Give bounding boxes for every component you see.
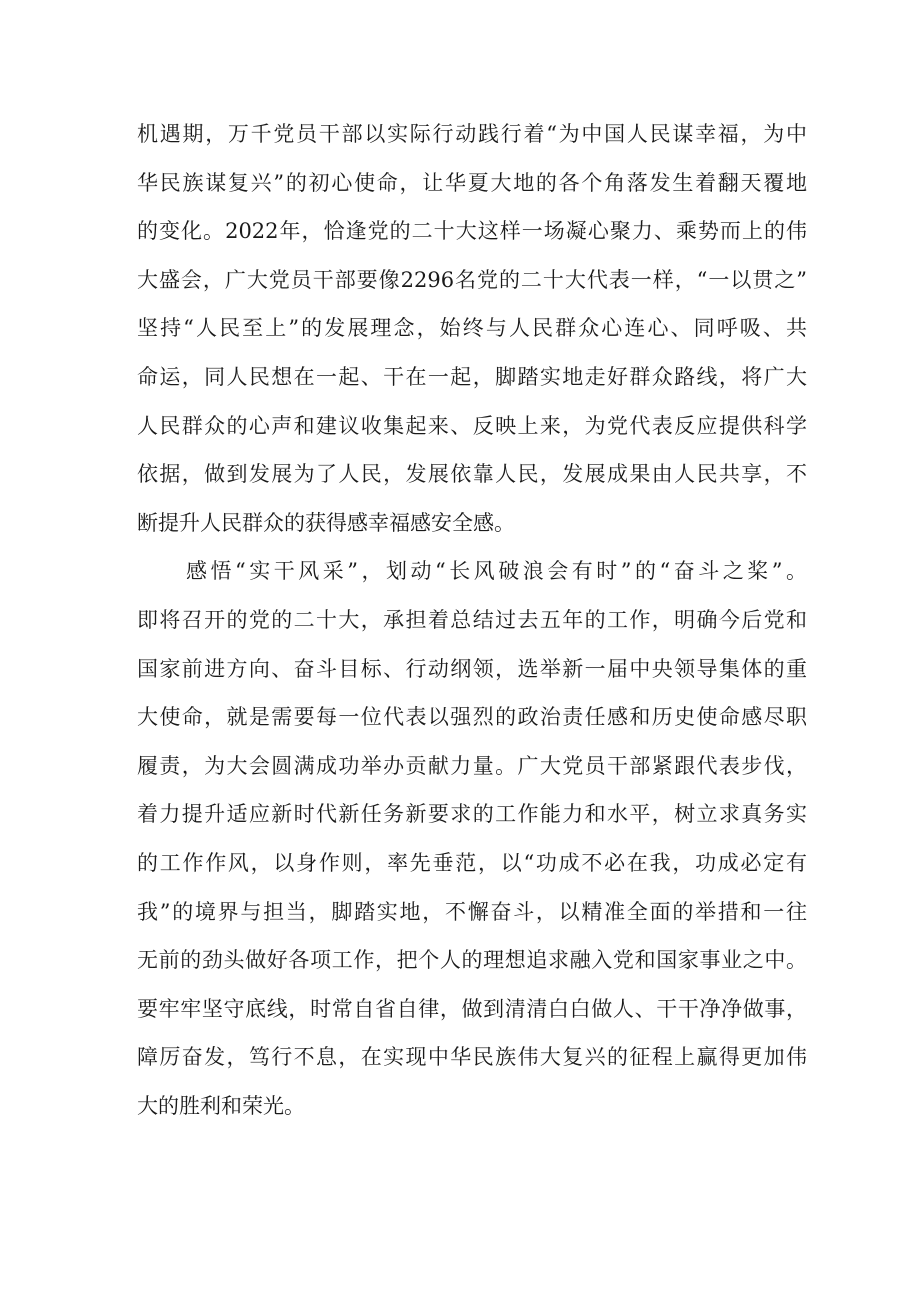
text-line: 人民群众的心声和建议收集起来、反映上来，为党代表反应提供科学 — [137, 413, 807, 438]
text-line: 断提升人民群众的获得感幸福感安全感。 — [137, 510, 515, 535]
text-line: 要牢牢坚守底线，时常自省自律，做到清清白白做人、干干净净做事， — [137, 996, 807, 1021]
text-line: 机遇期，万千党员干部以实际行动践行着“为中国人民谋幸福，为中 — [137, 122, 807, 146]
text-line: 华民族谋复兴”的初心使命，让华夏大地的各个角落发生着翻天覆地 — [137, 170, 807, 195]
text-line: 的变化。2022年，恰逢党的二十大这样一场凝心聚力、乘势而上的伟 — [137, 219, 807, 244]
text-line: 障厉奋发，笃行不息，在实现中华民族伟大复兴的征程上赢得更加伟 — [137, 1045, 807, 1070]
text-line: 依据，做到发展为了人民，发展依靠人民，发展成果由人民共享，不 — [137, 462, 807, 487]
body-text — [137, 110, 807, 1130]
text-line: 大盛会，广大党员干部要像2296名党的二十大代表一样，“一以贯之” — [137, 267, 807, 292]
text-line: 我”的境界与担当，脚踏实地，不懈奋斗，以精准全面的举措和一往 — [137, 899, 807, 924]
text-line: 大的胜利和荣光。 — [137, 1093, 305, 1118]
text-line: 命运，同人民想在一起、干在一起，脚踏实地走好群众路线，将广大 — [137, 364, 807, 389]
text-line: 着力提升适应新时代新任务新要求的工作能力和水平，树立求真务实 — [137, 802, 807, 827]
text-line: 大使命，就是需要每一位代表以强烈的政治责任感和历史使命感尽职 — [137, 705, 807, 730]
text-line: 的工作作风，以身作则，率先垂范，以“功成不必在我，功成必定有 — [137, 850, 807, 875]
text-line: 感悟“实干风采”，划动“长风破浪会有时”的“奋斗之桨”。 — [137, 559, 807, 584]
text-line: 国家前进方向、奋斗目标、行动纲领，选举新一届中央领导集体的重 — [137, 656, 807, 681]
text-line: 即将召开的党的二十大，承担着总结过去五年的工作，明确今后党和 — [137, 607, 807, 632]
text-line: 履责，为大会圆满成功举办贡献力量。广大党员干部紧跟代表步伐， — [137, 753, 807, 778]
text-line: 坚持“人民至上”的发展理念，始终与人民群众心连心、同呼吸、共 — [137, 316, 807, 341]
text-line: 无前的劲头做好各项工作，把个人的理想追求融入党和国家事业之中。 — [137, 948, 807, 973]
